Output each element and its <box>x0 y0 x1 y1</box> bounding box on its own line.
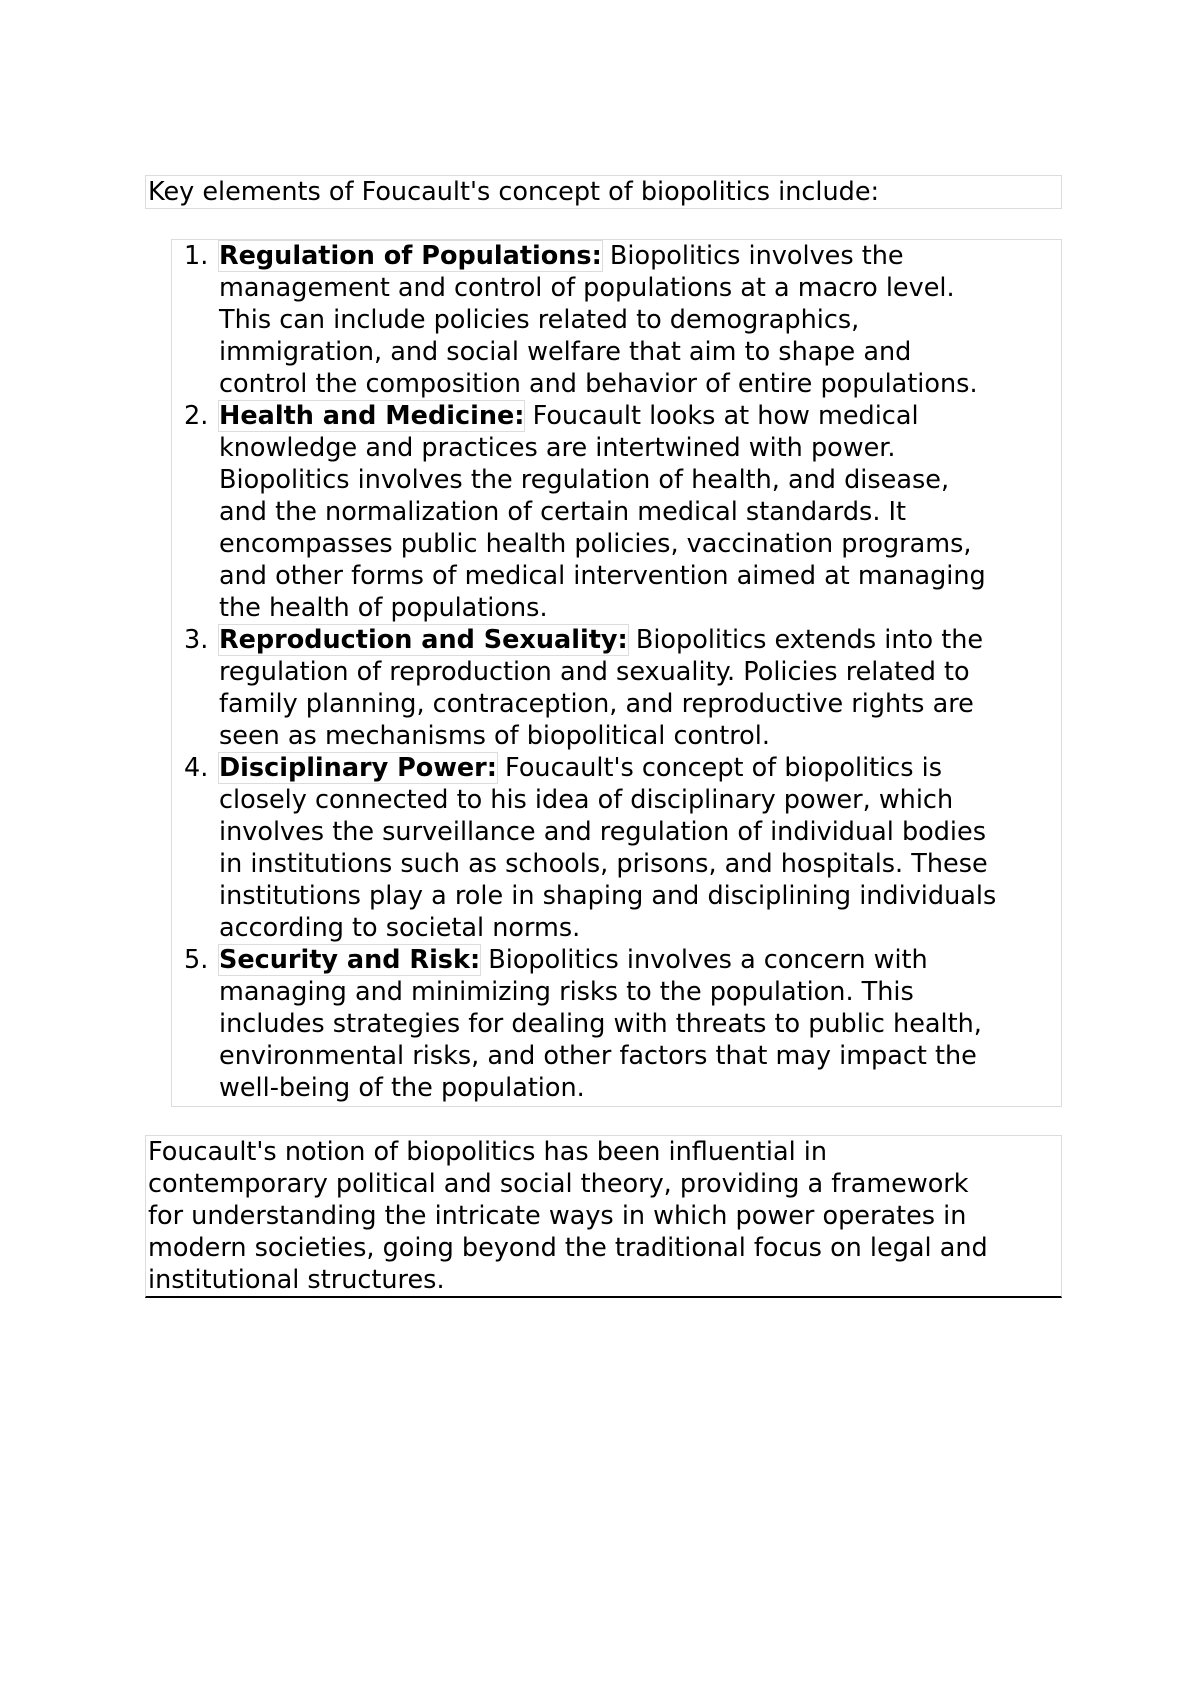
closing-line: contemporary political and social theory, providing a framework <box>148 1169 969 1199</box>
item-term: Reproduction and Sexuality: <box>219 625 628 655</box>
item-text-line: control the composition and behavior of entire populations. <box>219 369 978 399</box>
item-number: 3. <box>184 625 209 655</box>
item-text-line: environmental risks, and other factors that may impact the <box>219 1041 977 1071</box>
list-item <box>172 624 1061 752</box>
closing-line: for understanding the intricate ways in which power operates in <box>148 1201 967 1231</box>
item-text-line: encompasses public health policies, vaccination programs, <box>219 529 972 559</box>
item-text-line: according to societal norms. <box>219 913 581 943</box>
item-term: Health and Medicine: <box>219 401 525 431</box>
item-text-line: institutions play a role in shaping and disciplining individuals <box>219 881 997 911</box>
item-text-line: in institutions such as schools, prisons, and hospitals. These <box>219 849 988 879</box>
closing-paragraph <box>145 1135 1062 1298</box>
closing-line: modern societies, going beyond the traditional focus on legal and <box>148 1233 988 1263</box>
list-item <box>172 240 1061 400</box>
item-text-line: This can include policies related to demographics, <box>219 305 860 335</box>
item-text-line: managing and minimizing risks to the population. This <box>219 977 914 1007</box>
item-text-line: knowledge and practices are intertwined with power. <box>219 433 896 463</box>
item-number: 5. <box>184 945 209 975</box>
list-item <box>172 752 1061 944</box>
item-number: 2. <box>184 401 209 431</box>
item-text-line: Biopolitics involves the <box>601 241 904 271</box>
closing-line: Foucault's notion of biopolitics has been influential in <box>148 1137 828 1167</box>
item-text-line: includes strategies for dealing with threats to public health, <box>219 1009 982 1039</box>
list-item <box>172 400 1061 624</box>
item-text-line: immigration, and social welfare that aim to shape and <box>219 337 912 367</box>
closing-line: institutional structures. <box>148 1265 445 1295</box>
item-text-line: the health of populations. <box>219 593 548 623</box>
intro-paragraph: Key elements of Foucault's concept of biopolitics include: <box>145 175 1062 209</box>
item-number: 1. <box>184 241 209 271</box>
item-term: Disciplinary Power: <box>219 753 497 783</box>
item-term: Regulation of Populations: <box>219 241 602 271</box>
item-text-line: seen as mechanisms of biopolitical control. <box>219 721 770 751</box>
item-text-line: family planning, contraception, and reproductive rights are <box>219 689 974 719</box>
item-text-line: Biopolitics involves a concern with <box>480 945 928 975</box>
item-term: Security and Risk: <box>219 945 481 975</box>
item-number: 4. <box>184 753 209 783</box>
item-text-line: and the normalization of certain medical standards. It <box>219 497 907 527</box>
item-text-line: regulation of reproduction and sexuality. Policies related to <box>219 657 970 687</box>
item-text-line: Foucault looks at how medical <box>524 401 919 431</box>
key-elements-list <box>171 239 1062 1107</box>
item-text-line: involves the surveillance and regulation of individual bodies <box>219 817 986 847</box>
item-text-line: Biopolitics involves the regulation of health, and disease, <box>219 465 950 495</box>
list-item <box>172 944 1061 1104</box>
item-text-line: Foucault's concept of biopolitics is <box>496 753 943 783</box>
item-text-line: management and control of populations at a macro level. <box>219 273 955 303</box>
item-text-line: closely connected to his idea of disciplinary power, which <box>219 785 954 815</box>
item-text-line: and other forms of medical intervention aimed at managing <box>219 561 986 591</box>
item-text-line: Biopolitics extends into the <box>627 625 984 655</box>
item-text-line: well-being of the population. <box>219 1073 585 1103</box>
